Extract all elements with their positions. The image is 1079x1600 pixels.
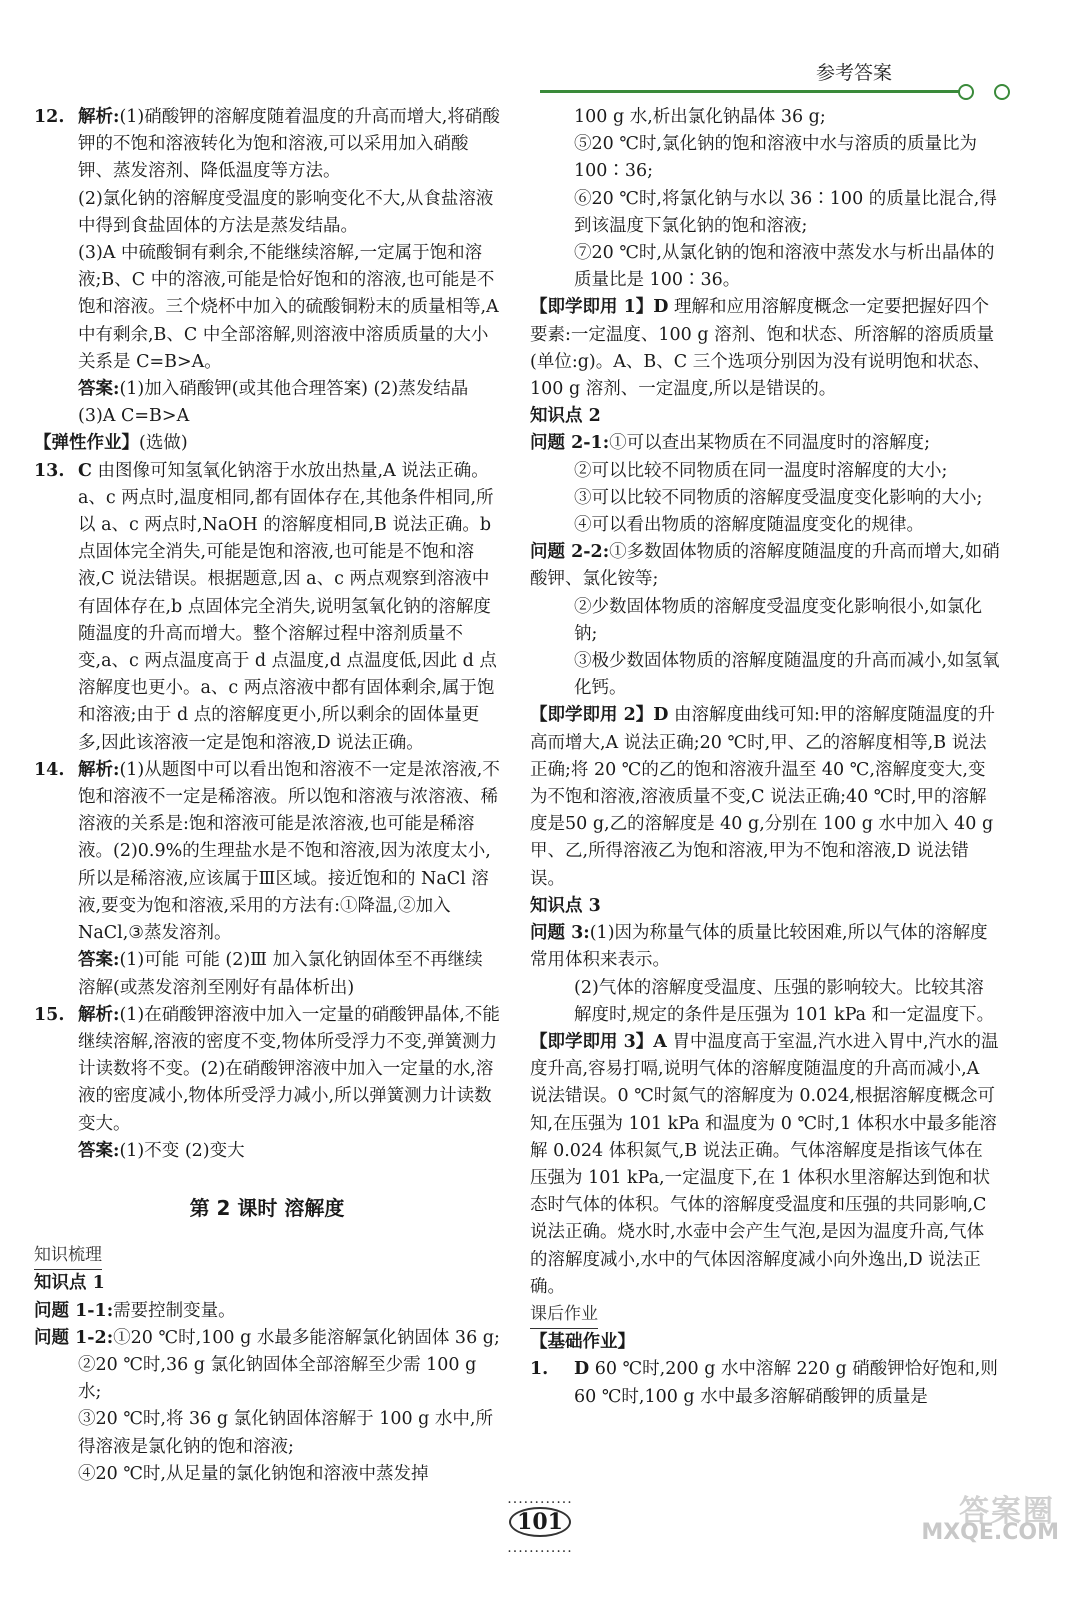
q1-2-item: ⑤20 ℃时,氯化钠的饱和溶液中水与溶质的质量比为100∶36;	[574, 134, 977, 182]
q1-2-item: ②20 ℃时,36 g 氯化钠固体全部溶解至少需 100 g 水;	[78, 1354, 477, 1403]
page-header	[540, 58, 1010, 98]
q15-answer	[34, 1138, 500, 1165]
q14-answer	[34, 947, 500, 1001]
header-title: 参考答案	[815, 62, 892, 84]
q2-2	[530, 539, 1000, 702]
q13-number: 13.	[34, 460, 65, 481]
q13-text: 由图像可知氢氧化钠溶于水放出热量,A 说法正确。a、c 两点时,温度相同,都有固体存在,其他条件相同,所以 a、c 两点时,NaOH 的溶解度相同,B 说法正确。b 点固体完全消失,可能是饱和溶液,也可能是不饱和溶液,C 说法错误。根据题意,因 a、c 两点观察到溶液中有固体存在,b 点固体完全消失,说明氢氧化钠的溶解度随温度的升高而增大。整个溶解过程中溶剂质量不变,a、c 两点温度高于 d 点温度,d 点温度低,因此 d 点溶解度也更小。a、c 两点溶液中都有固体剩余,属于饱和溶液;由于 d 点的溶解度更小,所以剩余的固体量更多,因此该溶液一定是饱和溶液,D 说法正确。	[78, 460, 497, 753]
answer-text: (1)不变 (2)变大	[119, 1140, 245, 1161]
answer-label: 答案:	[78, 379, 120, 400]
q2-1-item: ②可以比较不同物质在同一温度时溶解度的大小;	[574, 460, 948, 481]
q15-text: (1)在硝酸钾溶液中加入一定量的硝酸钾晶体,不能继续溶解,溶液的密度不变,物体所受浮力不变,弹簧测力计读数将不变。(2)在硝酸钾溶液中加入一定量的水,溶液的密度减小,物体所受浮力减小,所以弹簧测力计读数变大。	[78, 1004, 500, 1134]
q1-2-item: ④20 ℃时,从足量的氯化钠饱和溶液中蒸发掉	[78, 1463, 429, 1484]
q14	[34, 757, 500, 947]
apply-1-text: 理解和应用溶解度概念一定要把握好四个要素:一定温度、100 g 溶剂、饱和状态、所溶解的溶质质量(单位:g)。A、B、C 三个选项分别因为没有说明饱和状态、100 g 溶剂、一定温度,所以是错误的。	[530, 297, 995, 400]
q12-part2: (2)氯化钠的溶解度受温度的影响变化不大,从食盐溶液中得到食盐固体的方法是蒸发结晶。	[78, 188, 494, 236]
q2-1-item: ①可以查出某物质在不同温度时的溶解度;	[609, 433, 931, 454]
q15-label: 解析:	[78, 1004, 120, 1025]
q14-label: 解析:	[78, 759, 120, 780]
q1-2	[34, 1325, 500, 1488]
q1-2-item: ⑥20 ℃时,将氯化钠与水以 36∶100 的质量比混合,得到该温度下氯化钠的饱和溶液;	[574, 188, 997, 236]
q14-number: 14.	[34, 759, 65, 780]
header-rule	[540, 90, 968, 93]
answer-text: (1)加入硝酸钾(或其他合理答案) (2)蒸发结晶 (3)A C=B>A	[78, 379, 469, 427]
knowledge-point-3: 知识点 3	[530, 895, 601, 916]
hw1	[530, 1356, 1000, 1410]
circle-icon	[994, 84, 1010, 100]
watermark-logo: 答案圈	[959, 1494, 1055, 1529]
apply-1-choice: D	[653, 297, 669, 318]
answer-label: 答案:	[78, 1140, 120, 1161]
q12-number: 12.	[34, 107, 65, 127]
q14-text: (1)从题图中可以看出饱和溶液不一定是浓溶液,不饱和溶液不一定是稀溶液。所以饱和溶液与浓溶液、稀溶液的关系是:饱和溶液可能是浓溶液,也可能是稀溶液。(2)0.9%的生理盐水是不饱和溶液,因为浓度太小,所以是稀溶液,应该属于Ⅲ区域。接近饱和的 NaCl 溶液,要变为饱和溶液,采用的方法有:①降温,②加入 NaCl,③蒸发溶剂。	[78, 759, 500, 944]
q12-part3: (3)A 中硫酸铜有剩余,不能继续溶解,一定属于饱和溶液;B、C 中的溶液,可能是恰好饱和的溶液,也可能是不饱和溶液。三个烧杯中加入的硫酸铜粉末的质量相等,A 中有剩余,B、C 中全部溶解,则溶液中溶质质量的大小关系是 C=B>A。	[78, 243, 499, 372]
q2-1-item: ③可以比较不同物质的溶解度受温度变化影响的大小;	[574, 487, 983, 508]
answer-text: (1)可能 可能 (2)Ⅲ 加入氯化钠固体至不再继续溶解(或蒸发溶剂至刚好有晶体析出)	[78, 950, 483, 998]
q12	[34, 104, 500, 186]
apply-3-label: 【即学即用 3】	[530, 1031, 654, 1052]
knowledge-point-1: 知识点 1	[34, 1273, 105, 1294]
q3-item: (2)气体的溶解度受温度、压强的影响较大。比较其溶解度时,规定的条件是压强为 101 kPa 和一定温度下。	[574, 977, 995, 1025]
hw1-choice: D	[574, 1359, 590, 1380]
elastic-note: (选做)	[139, 433, 188, 454]
knowledge-sort-label: 知识梳理	[34, 1242, 102, 1270]
q15-number: 15.	[34, 1004, 65, 1025]
apply-1-label: 【即学即用 1】	[530, 297, 654, 318]
q12-text: (1)硝酸钾的溶解度随着温度的升高而增大,将硝酸钾的不饱和溶液转化为饱和溶液,可以采用加入硝酸钾、蒸发溶剂、降低温度等方法。	[78, 107, 500, 182]
q12-answer	[34, 376, 500, 430]
q13-choice: C	[78, 460, 92, 481]
knowledge-point-2: 知识点 2	[530, 406, 601, 427]
q2-2-label: 问题 2-2:	[530, 542, 610, 563]
page-number	[490, 1488, 590, 1556]
apply-3-choice: A	[653, 1031, 667, 1052]
hw1-text: 60 ℃时,200 g 水中溶解 220 g 硝酸钾恰好饱和,则 60 ℃时,100 g 水中最多溶解硝酸钾的质量是	[574, 1359, 998, 1407]
footer-dots: ............	[507, 1491, 573, 1507]
apply-2-choice: D	[653, 705, 669, 726]
apply-3-text: 胃中温度高于室温,汽水进入胃中,汽水的温度升高,容易打嗝,说明气体的溶解度随温度的升高而减小,A 说法错误。0 ℃时氮气的溶解度为 0.024,根据溶解度概念可知,在压强为 101 kPa 和温度为 0 ℃时,1 体积水中最多能溶解 0.024 体积氮气,B 说法正确。气体溶解度是指该气体在压强为 101 kPa,一定温度下,在 1 体积水里溶解达到饱和状态时气体的体积。气体的溶解度受温度和压强的共同影响,C 说法正确。烧水时,水壶中会产生气泡,是因为温度升高,气体的溶解度减小,水中的气体因溶解度减小向外逸出,D 说法正确。	[530, 1031, 999, 1297]
watermark-url: MXQE.COM	[921, 1520, 1059, 1545]
q1-1-text: 需要控制变量。	[113, 1300, 236, 1321]
apply-1	[530, 294, 1000, 403]
q3	[530, 920, 1000, 1029]
q1-2-item: ⑦20 ℃时,从氯化钠的饱和溶液中蒸发水与析出晶体的质量比是 100∶36。	[574, 243, 995, 291]
apply-3	[530, 1029, 1000, 1301]
q3-label: 问题 3:	[530, 923, 590, 944]
q13	[34, 458, 500, 757]
lesson-title: 第 2 课时 溶解度	[189, 1195, 345, 1220]
q2-1	[530, 430, 1000, 539]
footer-dots: ............	[507, 1540, 573, 1556]
q3-item: (1)因为称量气体的质量比较困难,所以气体的溶解度常用体积来表示。	[530, 923, 988, 971]
q12-label: 解析:	[78, 107, 120, 127]
q15	[34, 1002, 500, 1138]
apply-2-label: 【即学即用 2】	[530, 705, 654, 726]
q1-2-item: ①20 ℃时,100 g 水最多能溶解氯化钠固体 36 g;	[113, 1327, 500, 1348]
apply-2	[530, 702, 1000, 892]
apply-2-text: 由溶解度曲线可知:甲的溶解度随温度的升高而增大,A 说法正确;20 ℃时,甲、乙的溶解度相等,B 说法正确;将 20 ℃的乙的饱和溶液升温至 40 ℃,溶解度变大,变为不饱和溶液,溶液质量不变,C 说法正确;40 ℃时,甲的溶解度是50 g,乙的溶解度是 40 g,分别在 100 g 水中加入 40 g 甲、乙,所得溶液乙为饱和溶液,甲为不饱和溶液,D 说法错误。	[530, 705, 995, 889]
basic-homework-label: 【基础作业】	[530, 1332, 635, 1353]
q2-1-item: ④可以看出物质的溶解度随温度变化的规律。	[574, 515, 924, 536]
homework-label: 课后作业	[530, 1301, 598, 1329]
q2-2-item: ②少数固体物质的溶解度受温度变化影响很小,如氯化钠;	[574, 596, 983, 644]
left-column	[34, 104, 500, 1488]
q2-2-item: ①多数固体物质的溶解度随温度的升高而增大,如硝酸钾、氯化铵等;	[530, 542, 1000, 590]
elastic-homework-heading	[34, 430, 500, 457]
circle-icon	[958, 84, 974, 100]
q2-1-label: 问题 2-1:	[530, 433, 610, 454]
page-number-value: 101	[509, 1507, 571, 1537]
answer-label: 答案:	[78, 950, 120, 971]
q1-2-label: 问题 1-2:	[34, 1327, 114, 1348]
q1-2-item: ③20 ℃时,将 36 g 氯化钠固体溶解于 100 g 水中,所得溶液是氯化钠的饱和溶液;	[78, 1409, 493, 1457]
right-column	[530, 104, 1000, 1411]
hw1-number: 1.	[530, 1359, 549, 1380]
elastic-label: 【弹性作业】	[34, 433, 139, 454]
q1-1	[34, 1298, 500, 1325]
q1-1-label: 问题 1-1:	[34, 1300, 114, 1321]
q1-2-continued: 100 g 水,析出氯化钠晶体 36 g;	[574, 107, 826, 127]
q2-2-item: ③极少数固体物质的溶解度随温度的升高而减小,如氢氧化钙。	[574, 651, 1000, 699]
